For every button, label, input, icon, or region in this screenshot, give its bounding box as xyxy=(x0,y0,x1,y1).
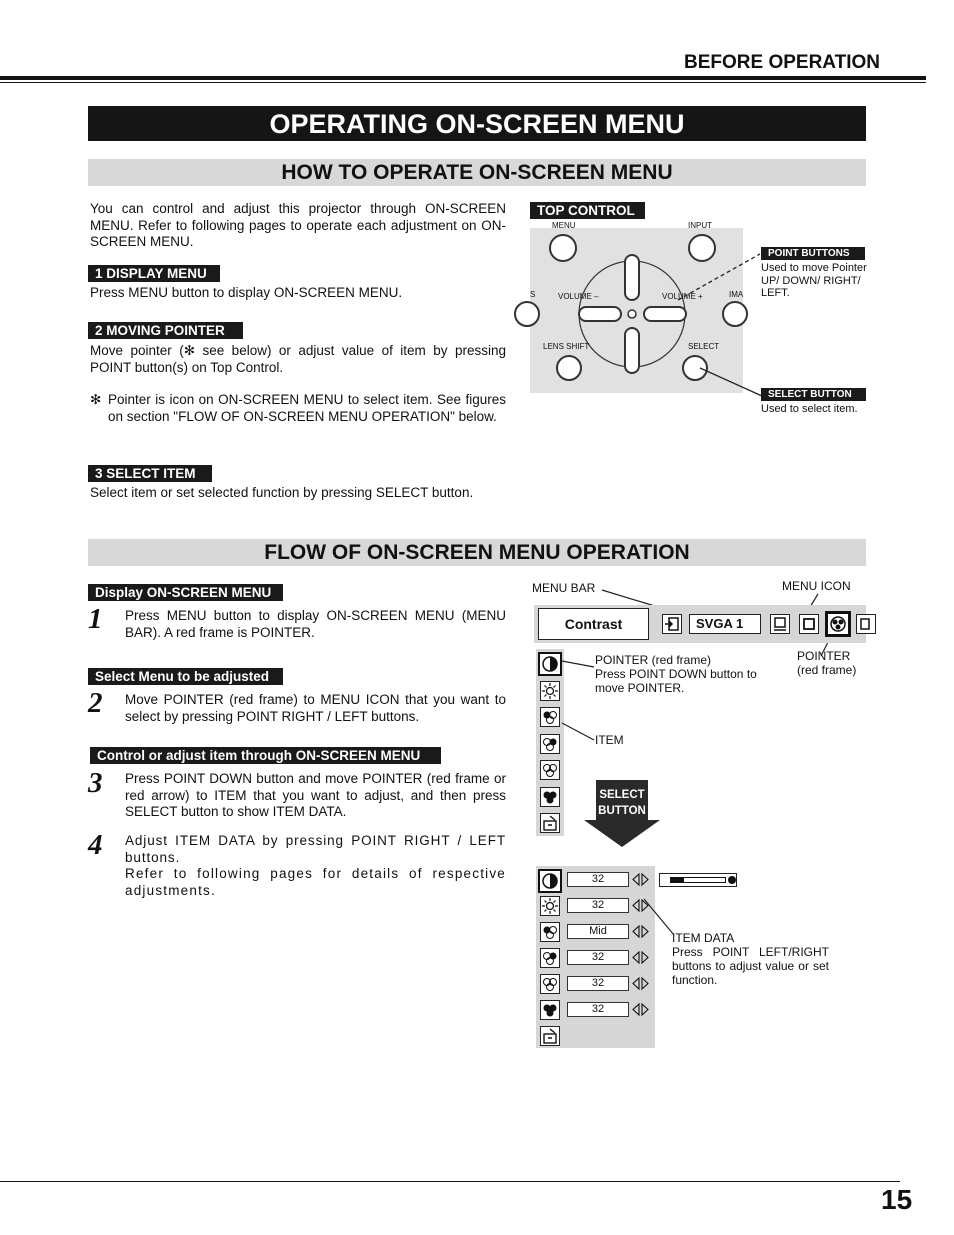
store-item-icon xyxy=(540,813,560,833)
item-value-1: 32 xyxy=(567,872,629,887)
page-title xyxy=(88,106,866,141)
key-label-left-cut: S xyxy=(530,290,536,299)
item-value-5: 32 xyxy=(567,976,629,991)
pointer-label: POINTER (red frame) xyxy=(595,653,712,667)
step2-text: Move pointer (✻ see below) or adjust value of item by pressing POINT button(s) on Top Control. xyxy=(90,343,506,375)
point-buttons-callout xyxy=(678,254,760,300)
svga-label: SVGA 1 xyxy=(696,616,744,631)
intro-text: You can control and adjust this projector through ON-SCREEN MENU. Refer to following pages to operate each adjustment on ON-SCREEN MENU. xyxy=(90,201,506,249)
contrast-box xyxy=(538,608,649,640)
header-rule-thick xyxy=(0,76,926,80)
select-button-tag: SELECT BUTTON xyxy=(761,388,866,401)
slider-track xyxy=(670,877,726,883)
page-title-text: OPERATING ON-SCREEN MENU xyxy=(269,109,685,139)
contrast-item-icon-selected xyxy=(538,652,562,676)
color-data-icon xyxy=(540,922,560,942)
pc-adjust-icon xyxy=(770,614,790,634)
top-control-label: TOP CONTROL xyxy=(530,202,645,219)
step4-number: 4 xyxy=(88,829,103,861)
contrast-data-icon-selected xyxy=(538,869,562,893)
slider-knob xyxy=(728,876,736,884)
contrast-label: Contrast xyxy=(564,616,623,632)
how-to-heading: HOW TO OPERATE ON-SCREEN MENU xyxy=(88,159,866,186)
stage3-label: Control or adjust item through ON-SCREEN MENU xyxy=(90,747,441,764)
white-balance-item-icon xyxy=(540,760,560,780)
item-data-panel xyxy=(536,866,655,1048)
note-symbol: ✻ xyxy=(90,392,102,407)
stage1-label: Display ON-SCREEN MENU xyxy=(88,584,283,601)
point-buttons-desc: Used to move Pointer UP/ DOWN/ RIGHT/ LEFT. xyxy=(761,262,867,299)
step1-text: Press MENU button to display ON-SCREEN MENU. xyxy=(90,285,403,300)
item-callout xyxy=(562,723,594,740)
brightness-data-icon xyxy=(540,896,560,916)
flow-step1-text: Press MENU button to display ON-SCREEN MENU (MENU BAR). A red frame is POINTER. xyxy=(125,608,506,640)
step1-label: 1 DISPLAY MENU xyxy=(88,265,220,282)
item-value-4: 32 xyxy=(567,950,629,965)
select-button-desc: Used to select item. xyxy=(761,403,858,415)
point-buttons-tag: POINT BUTTONS xyxy=(761,247,865,260)
select-arrow-text-2: BUTTON xyxy=(598,805,646,817)
step1-number: 1 xyxy=(88,603,103,635)
menu-icon-label: MENU ICON xyxy=(782,579,851,593)
step3-text: Select item or set selected function by pressing SELECT button. xyxy=(90,485,474,500)
item-value-6: 32 xyxy=(567,1002,629,1017)
step3-number: 3 xyxy=(88,767,103,799)
pointer-right-label-2: (red frame) xyxy=(797,663,857,677)
screen-icon xyxy=(799,614,819,634)
callout-lines-top xyxy=(520,240,780,400)
color-item-icon xyxy=(540,707,560,727)
item-label: ITEM xyxy=(595,733,624,747)
step2-label: 2 MOVING POINTER xyxy=(88,322,243,339)
tint-data-icon xyxy=(540,948,560,968)
sharpness-item-icon xyxy=(540,787,560,807)
store-data-icon xyxy=(540,1026,560,1046)
step2-number: 2 xyxy=(88,687,103,719)
stage2-label: Select Menu to be adjusted xyxy=(88,668,283,685)
menu-bar xyxy=(534,605,866,643)
sound-icon xyxy=(856,614,876,634)
flow-step3-text: Press POINT DOWN button and move POINTER (red frame or red arrow) to ITEM that you want to adjust, and then press SELECT button to show ITEM DATA. xyxy=(125,771,506,819)
page-number: 15 xyxy=(881,1184,913,1215)
item-data-desc: Press POINT LEFT/RIGHT buttons to adjust value or set function. xyxy=(672,945,829,987)
svga-box xyxy=(689,614,761,634)
key-label-volume-plus: VOLUME + xyxy=(662,292,703,301)
value-slider xyxy=(659,873,737,887)
item-value-2: 32 xyxy=(567,898,629,913)
pointer-desc: Press POINT DOWN button to move POINTER. xyxy=(595,667,757,695)
menu-bar-label: MENU BAR xyxy=(532,581,596,595)
key-label-right-cut: IMA xyxy=(729,290,744,299)
flow-step4-text: Adjust ITEM DATA by pressing POINT RIGHT / LEFT buttons. xyxy=(125,833,506,865)
item-data-title: ITEM DATA xyxy=(672,931,735,945)
select-arrow-text-1: SELECT xyxy=(599,789,645,801)
key-label-volume-minus: VOLUME – xyxy=(558,292,599,301)
tint-item-icon xyxy=(540,734,560,754)
flow-step4-text2: Refer to following pages for details of respective adjustments. xyxy=(125,866,506,898)
white-balance-data-icon xyxy=(540,974,560,994)
flow-step2-text: Move POINTER (red frame) to MENU ICON that you want to select by pressing POINT RIGHT / LEFT buttons. xyxy=(125,692,506,724)
pointer-right-label-1: POINTER xyxy=(797,649,851,663)
input-icon xyxy=(662,614,682,634)
note-text: Pointer is icon on ON-SCREEN MENU to select item. See figures on section "FLOW OF ON-SCREEN MENU OPERATION" below. xyxy=(108,392,506,424)
sharpness-data-icon xyxy=(540,1000,560,1020)
flow-heading: FLOW OF ON-SCREEN MENU OPERATION xyxy=(88,539,866,566)
item-value-3: Mid xyxy=(567,924,629,939)
footer-rule xyxy=(0,1181,900,1182)
image-adjust-icon-selected xyxy=(825,611,851,637)
key-label-menu: MENU xyxy=(552,221,576,230)
select-button-callout xyxy=(700,368,762,396)
step3-label: 3 SELECT ITEM xyxy=(88,465,212,482)
key-label-lens-shift: LENS SHIFT xyxy=(543,342,590,351)
item-callout-lines xyxy=(560,655,600,755)
section-title: BEFORE OPERATION xyxy=(684,52,880,73)
brightness-item-icon xyxy=(540,681,560,701)
pointer-callout xyxy=(562,661,594,667)
header-rule-thin xyxy=(0,82,926,83)
key-label-select: SELECT xyxy=(688,342,720,351)
key-label-input: INPUT xyxy=(688,221,712,230)
